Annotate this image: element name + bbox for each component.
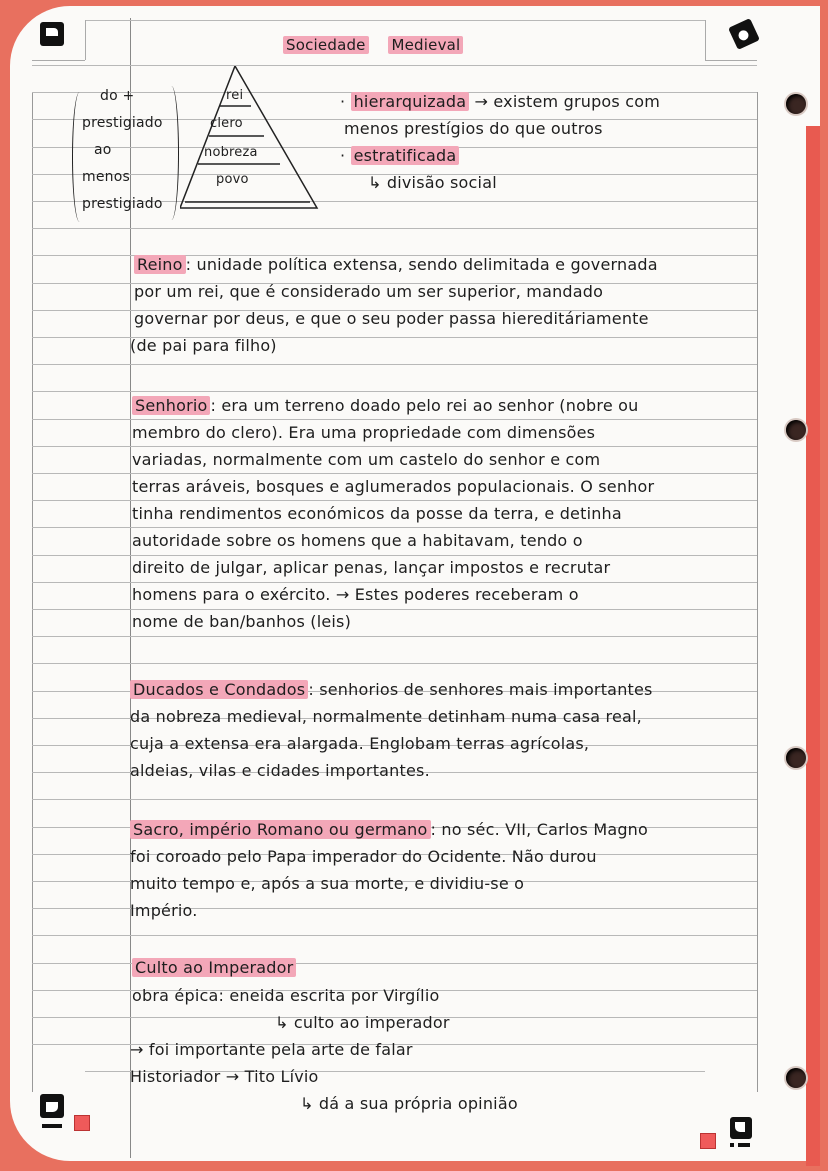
section-senhorio-line-7: direito de julgar, aplicar penas, lançar impostos e recrutar xyxy=(132,558,611,577)
corner-notch-left xyxy=(85,20,86,60)
page-title xyxy=(283,36,463,54)
corner-marker-top-left-icon xyxy=(40,22,64,46)
section-senhorio-line-9: nome de ban/banhos (leis) xyxy=(132,612,352,631)
corner-marker-bottom-right-icon xyxy=(730,1117,752,1139)
corner-notch-right xyxy=(705,20,706,60)
ruled-line xyxy=(32,65,757,66)
section-text: : senhorios de senhores mais importantes xyxy=(308,680,653,699)
rule-top xyxy=(85,20,705,21)
ruled-line xyxy=(32,228,757,229)
section-senhorio-line-8: homens para o exército. → Estes poderes receberam o xyxy=(132,585,579,604)
ruled-line xyxy=(32,799,757,800)
ruled-line xyxy=(32,555,757,556)
section-culto-line-3: → foi importante pela arte de falar xyxy=(130,1040,413,1059)
binder-hole xyxy=(786,1068,806,1088)
marker-dot xyxy=(730,1143,734,1147)
section-senhorio-line-4: terras aráveis, bosques e aglumerados populacionais. O senhor xyxy=(132,477,655,496)
section-reino-line-4: (de pai para filho) xyxy=(130,336,277,355)
corner-notch-left-h xyxy=(32,60,85,61)
section-text: : no séc. VII, Carlos Magno xyxy=(430,820,649,839)
ruled-line xyxy=(32,582,757,583)
corner-marker-bottom-left-icon xyxy=(40,1094,64,1118)
ruled-line xyxy=(32,609,757,610)
red-square-marker-icon xyxy=(700,1133,716,1149)
section-ducados-line-1 xyxy=(130,680,653,699)
section-reino-line-3: governar por deus, e que o seu poder passa hiereditáriamente xyxy=(134,309,649,328)
ruled-line xyxy=(32,636,757,637)
corner-notch-right-h xyxy=(705,60,757,61)
section-sacro-line-2: foi coroado pelo Papa imperador do Ocidente. Não durou xyxy=(130,847,597,866)
intro-line-4: ↳ divisão social xyxy=(368,173,497,192)
ruled-line xyxy=(32,446,757,447)
right-paren xyxy=(164,86,179,220)
red-square-marker-icon xyxy=(74,1115,90,1131)
section-sacro-line-4: Império. xyxy=(130,901,198,920)
term-senhorio: Senhorio xyxy=(132,396,210,415)
section-sacro-line-3: muito tempo e, após a sua morte, e dividiu-se o xyxy=(130,874,525,893)
intro-line-2: menos prestígios do que outros xyxy=(344,119,603,138)
title-word-1: Sociedade xyxy=(283,36,369,54)
term-culto-imperador: Culto ao Imperador xyxy=(132,958,296,977)
ruled-line xyxy=(32,935,757,936)
section-sacro-line-1 xyxy=(130,820,648,839)
bracket-label: ao xyxy=(94,142,112,158)
bracket-label: prestigiado xyxy=(82,115,163,131)
section-text: : era um terreno doado pelo rei ao senhor (nobre ou xyxy=(210,396,639,415)
term-sacro-imperio: Sacro, império Romano ou germano xyxy=(130,820,431,839)
term-ducados-condados: Ducados e Condados xyxy=(130,680,308,699)
ruled-line xyxy=(32,419,757,420)
section-culto-line-5: ↳ dá a sua própria opinião xyxy=(300,1094,518,1113)
left-border xyxy=(32,92,33,1092)
term-reino: Reino xyxy=(134,255,186,274)
section-text: : unidade política extensa, sendo delimitada e governada xyxy=(185,255,658,274)
section-ducados-line-2: da nobreza medieval, normalmente detinham numa casa real, xyxy=(130,707,642,726)
ruled-line xyxy=(32,500,757,501)
page-edge-strip xyxy=(806,126,820,1166)
right-border xyxy=(757,92,758,1092)
bracket-label: menos xyxy=(82,169,130,185)
marker-dash xyxy=(738,1143,750,1147)
marker-underline xyxy=(42,1124,62,1128)
binder-hole xyxy=(786,94,806,114)
term-estratificada: estratificada xyxy=(351,146,460,165)
section-senhorio-line-6: autoridade sobre os homens que a habitavam, tendo o xyxy=(132,531,583,550)
intro-line-1: · hierarquizada → existem grupos com xyxy=(340,92,661,111)
pyramid-level-povo: povo xyxy=(216,172,249,187)
ruled-line xyxy=(32,364,757,365)
title-word-2: Medieval xyxy=(388,36,463,54)
section-culto-heading xyxy=(132,958,296,977)
pyramid-level-nobreza: nobreza xyxy=(204,145,258,160)
social-pyramid-diagram xyxy=(180,66,330,216)
pyramid-level-clero: clero xyxy=(210,116,243,131)
section-culto-line-1: obra épica: eneida escrita por Virgílio xyxy=(132,986,440,1005)
section-reino-line-1 xyxy=(134,255,658,274)
section-culto-line-2: ↳ culto ao imperador xyxy=(275,1013,450,1032)
section-senhorio-line-5: tinha rendimentos económicos da posse da terra, e detinha xyxy=(132,504,622,523)
term-hierarquizada: hierarquizada xyxy=(351,92,470,111)
ruled-line xyxy=(32,527,757,528)
pyramid-level-rei: rei xyxy=(226,88,244,103)
bracket-label: do + xyxy=(100,88,135,104)
section-senhorio-line-1 xyxy=(132,396,639,415)
section-ducados-line-4: aldeias, vilas e cidades importantes. xyxy=(130,761,430,780)
section-senhorio-line-2: membro do clero). Era uma propriedade com dimensões xyxy=(132,423,596,442)
margin-line xyxy=(130,18,131,1158)
section-culto-line-4: Historiador → Tito Lívio xyxy=(130,1067,319,1086)
intro-line-3: · estratificada xyxy=(340,146,459,165)
binder-hole xyxy=(786,420,806,440)
section-ducados-line-3: cuja a extensa era alargada. Englobam terras agrícolas, xyxy=(130,734,590,753)
intro-text: → existem grupos com xyxy=(474,92,661,111)
ruled-line xyxy=(32,473,757,474)
ruled-line xyxy=(32,391,757,392)
bracket-label: prestigiado xyxy=(82,196,163,212)
section-reino-line-2: por um rei, que é considerado um ser superior, mandado xyxy=(134,282,604,301)
binder-hole xyxy=(786,748,806,768)
section-senhorio-line-3: variadas, normalmente com um castelo do senhor e com xyxy=(132,450,601,469)
ruled-line xyxy=(32,663,757,664)
